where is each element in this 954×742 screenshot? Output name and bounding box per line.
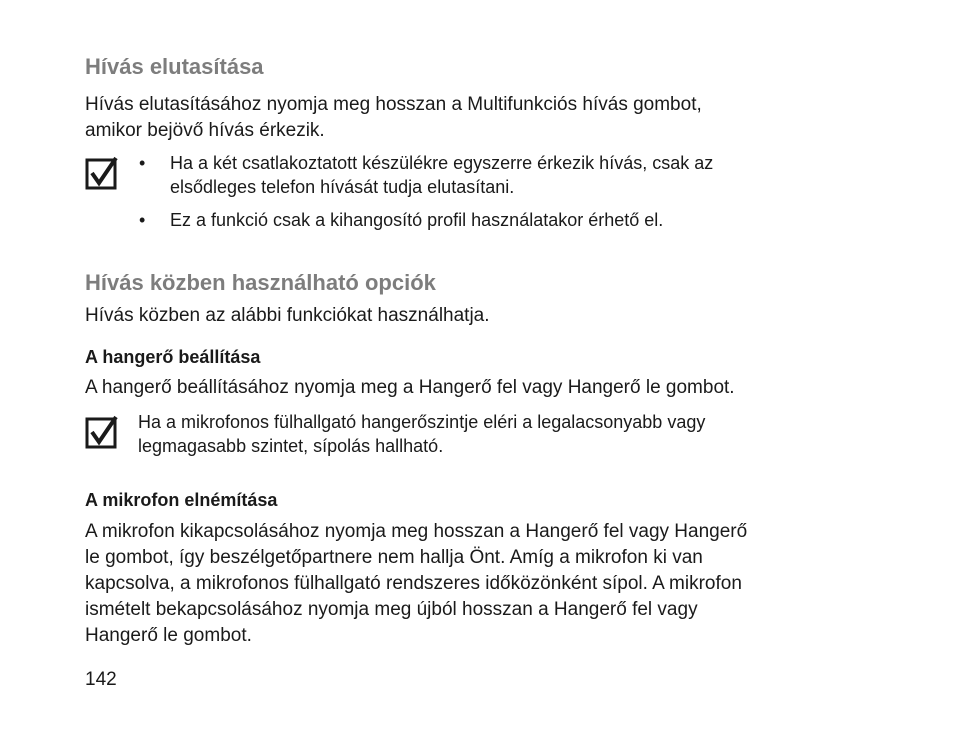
paragraph-line: Hangerő le gombot. <box>85 625 252 646</box>
paragraph-line: A hangerő beállításához nyomja meg a Hangerő fel vagy Hangerő le gombot. <box>85 377 735 398</box>
paragraph-line: Hívás elutasításához nyomja meg hosszan a Multifunkciós hívás gombot, <box>85 94 702 115</box>
note-bullet-text <box>170 208 663 232</box>
note-line: Ha a mikrofonos fülhallgató hangerőszintje eléri a legalacsonyabb vagy <box>138 412 706 432</box>
paragraph-line: Hívás közben az alábbi funkciókat használhatja. <box>85 305 490 326</box>
bullet-icon: • <box>139 153 146 173</box>
volume-note <box>138 410 705 458</box>
paragraph-line: le gombot, így beszélgetőpartnere nem hallja Önt. Amíg a mikrofon ki van <box>85 547 703 568</box>
section-title-in-call-options: Hívás közben használható opciók <box>85 270 436 295</box>
note-line: Ha a két csatlakoztatott készülékre egyszerre érkezik hívás, csak az <box>170 153 714 173</box>
in-call-intro <box>85 303 490 329</box>
note-bullet-text <box>170 151 713 199</box>
bullet-icon: • <box>139 210 146 230</box>
paragraph-line: ismételt bekapcsolásához nyomja meg újból hosszan a Hangerő fel vagy <box>85 599 698 620</box>
paragraph-line: A mikrofon kikapcsolásához nyomja meg hosszan a Hangerő fel vagy Hangerő <box>85 521 748 542</box>
paragraph-line: kapcsolva, a mikrofonos fülhallgató rendszeres időközönként sípol. A mikrofon <box>85 573 742 594</box>
checkbox-check-icon <box>85 415 119 449</box>
subsection-title-volume: A hangerő beállítása <box>85 347 261 367</box>
note-line: legmagasabb szintet, sípolás hallható. <box>138 436 444 456</box>
mute-paragraph <box>85 519 747 649</box>
subsection-title-mute: A mikrofon elnémítása <box>85 490 278 510</box>
page-number: 142 <box>85 669 117 690</box>
section-title-call-reject: Hívás elutasítása <box>85 54 264 79</box>
volume-paragraph <box>85 375 735 401</box>
paragraph-line: amikor bejövő hívás érkezik. <box>85 120 325 141</box>
call-reject-paragraph <box>85 92 702 144</box>
checkbox-check-icon <box>85 156 119 190</box>
note-line: elsődleges telefon hívását tudja elutasítani. <box>170 177 515 197</box>
note-line: Ez a funkció csak a kihangosító profil használatakor érhető el. <box>170 210 664 230</box>
